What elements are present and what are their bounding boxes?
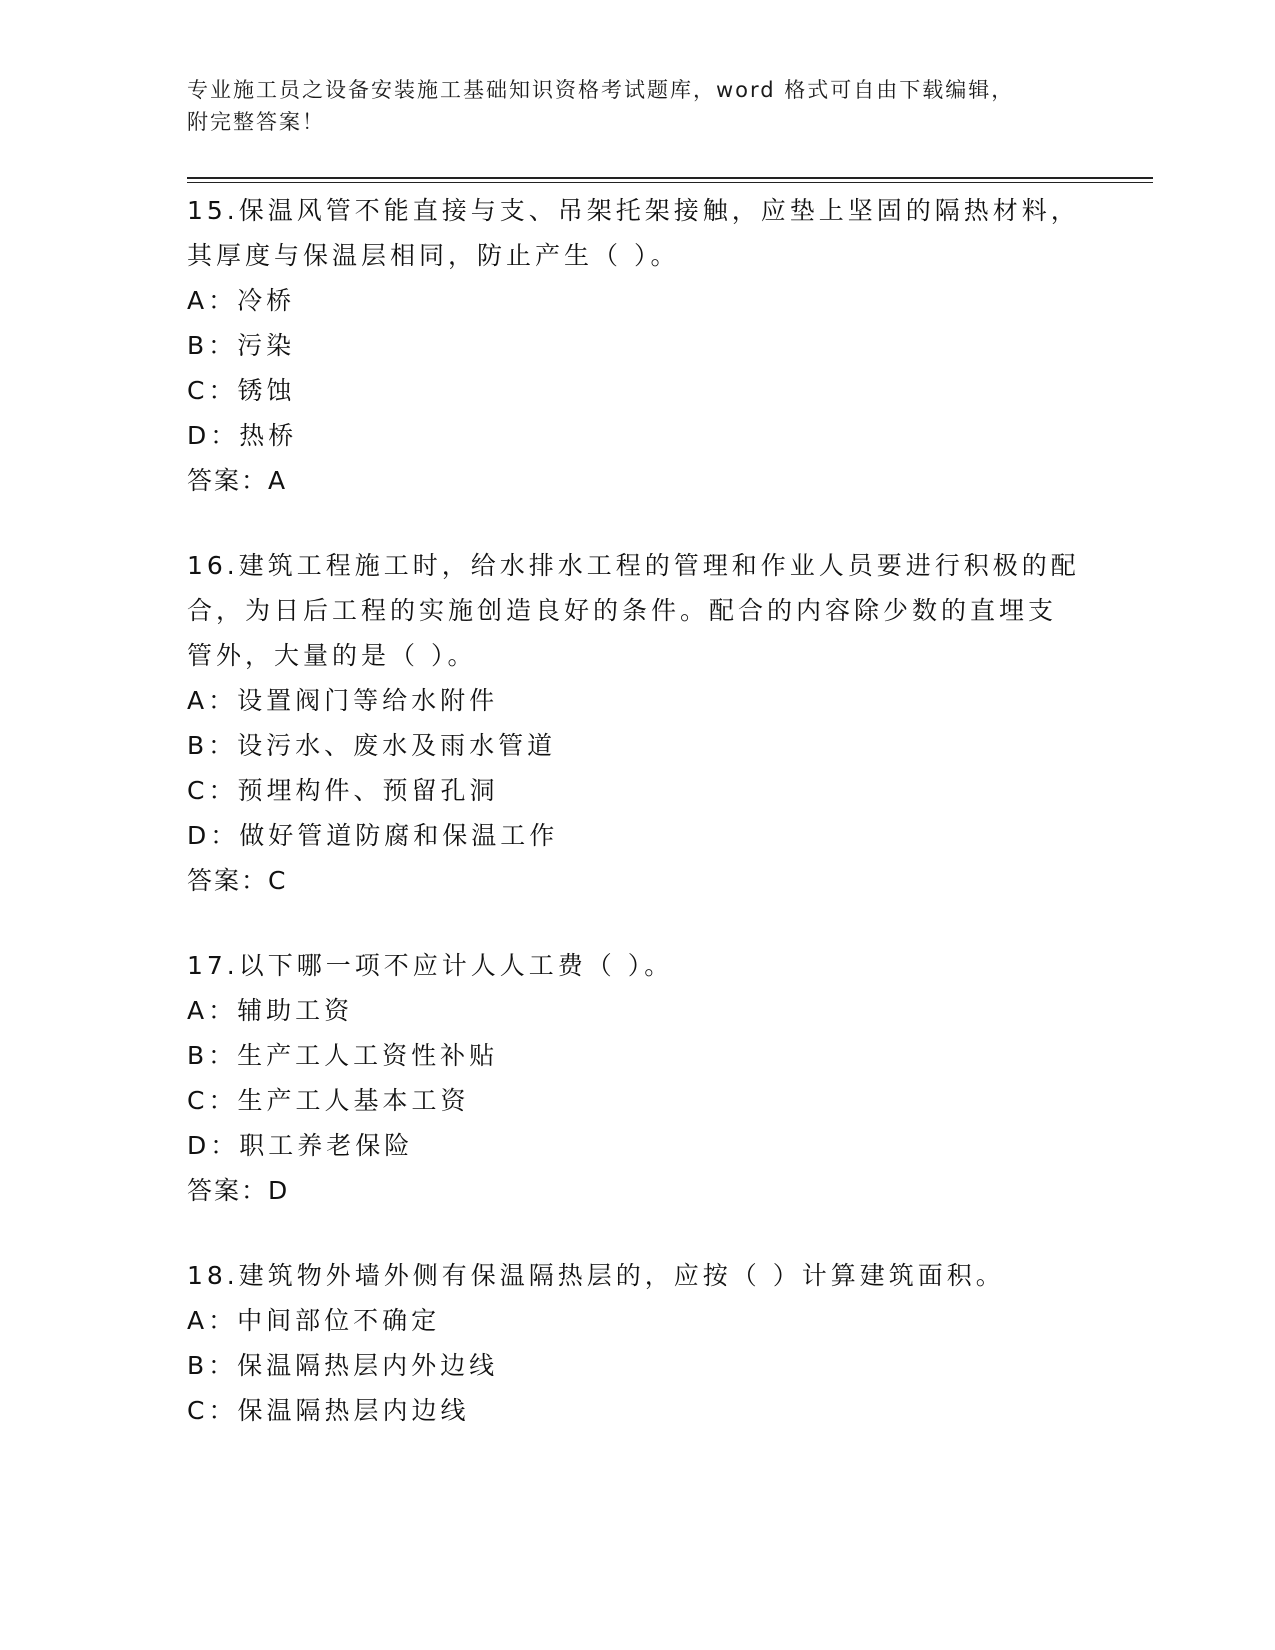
answer-line: 答案：C bbox=[187, 866, 288, 895]
question-17 bbox=[187, 943, 1087, 1213]
question-stem-line: 管外，大量的是（ ）。 bbox=[187, 641, 477, 670]
option-b: B：污染 bbox=[187, 331, 296, 360]
header-title-line1: 专业施工员之设备安装施工基础知识资格考试题库，word 格式可自由下载编辑， bbox=[187, 78, 1015, 102]
question-stem-line: 17.以下哪一项不应计人人工费（ ）。 bbox=[187, 951, 674, 980]
option-d: D：职工养老保险 bbox=[187, 1131, 414, 1160]
question-stem-line: 16.建筑工程施工时，给水排水工程的管理和作业人员要进行积极的配 bbox=[187, 551, 1080, 580]
document-header bbox=[187, 74, 1087, 138]
question-stem-line: 15.保温风管不能直接与支、吊架托架接触，应垫上坚固的隔热材料， bbox=[187, 196, 1080, 225]
option-a: A：中间部位不确定 bbox=[187, 1306, 441, 1335]
option-c: C：锈蚀 bbox=[187, 376, 296, 405]
option-a: A：设置阀门等给水附件 bbox=[187, 686, 499, 715]
answer-line: 答案：A bbox=[187, 466, 288, 495]
option-a: A：辅助工资 bbox=[187, 996, 354, 1025]
option-c: C：预埋构件、预留孔洞 bbox=[187, 776, 499, 805]
option-d: D：热桥 bbox=[187, 421, 298, 450]
option-c: C：生产工人基本工资 bbox=[187, 1086, 470, 1115]
option-d: D：做好管道防腐和保温工作 bbox=[187, 821, 559, 850]
option-b: B：生产工人工资性补贴 bbox=[187, 1041, 499, 1070]
question-stem-line: 合，为日后工程的实施创造良好的条件。配合的内容除少数的直埋支 bbox=[187, 596, 1058, 625]
question-16 bbox=[187, 543, 1087, 903]
question-stem-line: 18.建筑物外墙外侧有保温隔热层的，应按（ ）计算建筑面积。 bbox=[187, 1261, 1005, 1290]
option-a: A：冷桥 bbox=[187, 286, 296, 315]
header-divider bbox=[187, 177, 1153, 179]
question-15 bbox=[187, 188, 1087, 503]
answer-line: 答案：D bbox=[187, 1176, 290, 1205]
option-b: B：设污水、废水及雨水管道 bbox=[187, 731, 557, 760]
question-18 bbox=[187, 1253, 1087, 1433]
option-b: B：保温隔热层内外边线 bbox=[187, 1351, 499, 1380]
question-list bbox=[187, 188, 1087, 1473]
header-title-line2: 附完整答案！ bbox=[187, 110, 325, 134]
header-divider-thin bbox=[187, 182, 1153, 183]
question-stem-line: 其厚度与保温层相同，防止产生（ ）。 bbox=[187, 241, 680, 270]
option-c: C：保温隔热层内边线 bbox=[187, 1396, 470, 1425]
